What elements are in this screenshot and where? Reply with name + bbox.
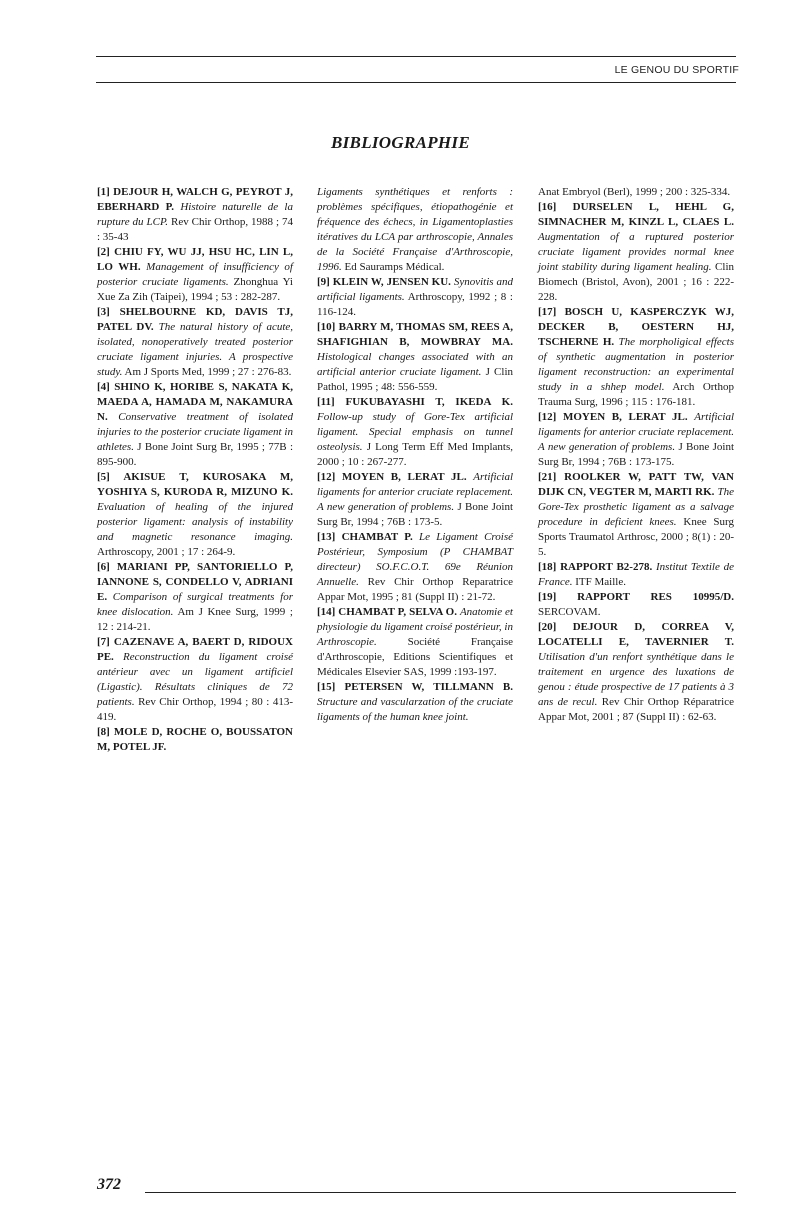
reference-item: [19] RAPPORT RES 10995/D. SERCOVAM. <box>538 591 734 618</box>
reference-item-authors: [8] MOLE D, ROCHE O, BOUSSATON M, POTEL JF. <box>97 726 293 753</box>
reference-item: [2] CHIU FY, WU JJ, HSU HC, LIN L, LO WH. Management of insufficiency of posterior cruciate ligaments. Zhonghua Yi Xue Za Zih (Taipei), 1994 ; 53 : 282-287. <box>97 246 293 303</box>
reference-item: [21] ROOLKER W, PATT TW, VAN DIJK CN, VEGTER M, MARTI RK. The Gore-Tex prosthetic ligament as a salvage procedure in deficient knees. Knee Surg Sports Traumatol Arthrosc, 2000 ; 8(1) : 20-5. <box>538 471 735 558</box>
reference-item: [13] CHAMBAT P. Le Ligament Croisé Postérieur, Symposium (P CHAMBAT directeur) SO.F.C.O.T. 69e Réunion Annuelle. Rev Chir Orthop Reparatrice Appar Mot, 1995 ; 81 (Suppl II) : 21-72. <box>317 531 513 603</box>
reference-column-2 <box>317 185 513 725</box>
reference-item: [18] RAPPORT B2-278. Institut Textile de France. ITF Maille. <box>538 561 735 588</box>
header-rule-lower <box>96 82 736 83</box>
reference-item: [17] BOSCH U, KASPERCZYK WJ, DECKER B, OESTERN HJ, TSCHERNE H. The morpholigical effects of synthetic augmentation in posterior ligament reconstruction: an experimental study in a shhep model. Arch Orthop Trauma Surg, 1996 ; 115 : 176-181. <box>538 306 734 408</box>
reference-item: [3] SHELBOURNE KD, DAVIS TJ, PATEL DV. The natural history of acute, isolated, nonoperatively treated posterior cruciate ligament injuries. A prospective study. Am J Sports Med, 1999 ; 27 : 276-83. <box>97 306 294 378</box>
running-title: LE GENOU DU SPORTIF <box>614 64 739 76</box>
reference-item: [4] SHINO K, HORIBE S, NAKATA K, MAEDA A, HAMADA M, NAKAMURA N. Conservative treatment of isolated injuries to the posterior cruciate ligament in athletes. J Bone Joint Surg Br, 1995 ; 77B : 895-900. <box>97 381 294 468</box>
reference-item: [20] DEJOUR D, CORREA V, LOCATELLI E, TAVERNIER T. Utilisation d'un renfort synthétique dans le traitement en urgence des luxations de genou : étude prospective de 17 patients à 3 ans de recul. Rev Chir Orthop Réparatrice Appar Mot, 2001 ; 87 (Suppl II) : 62-63. <box>538 621 734 723</box>
reference-column-1 <box>97 185 293 755</box>
reference-item-continued: Ligaments synthétiques et renforts : problèmes spécifiques, étiopathogénie et fréquence des échecs, in Ligamentoplasties itératives du LCA par arthroscopie, Annales de la Société Française d'Arthroscopie, 1996. Ed Sauramps Médical. <box>317 186 513 273</box>
reference-item: [7] CAZENAVE A, BAERT D, RIDOUX PE. Reconstruction du ligament croisé antérieur avec un ligament artificiel (Ligastic). Résultats cliniques de 72 patients. Rev Chir Orthop, 1994 ; 80 : 413-419. <box>97 636 294 723</box>
reference-item: [12] MOYEN B, LERAT JL. Artificial ligaments for anterior cruciate replacement. A new generation of problems. J Bone Joint Surg Br, 1994 ; 76B : 173-5. <box>317 471 514 528</box>
reference-item: [5] AKISUE T, KUROSAKA M, YOSHIYA S, KURODA R, MIZUNO K. Evaluation of healing of the injured posterior ligament: analysis of instability and magnetic resonance imaging. Arthroscopy, 2001 ; 17 : 264-9. <box>97 471 293 558</box>
page-number: 372 <box>97 1176 121 1193</box>
footer-rule <box>145 1192 736 1193</box>
reference-item: [9] KLEIN W, JENSEN KU. Synovitis and artificial ligaments. Arthroscopy, 1992 ; 8 : 116-124. <box>317 276 513 318</box>
reference-item: [15] PETERSEN W, TILLMANN B. Structure and vascularzation of the cruciate ligaments of the human knee joint. <box>317 681 513 723</box>
reference-item: [6] MARIANI PP, SANTORIELLO P, IANNONE S, CONDELLO V, ADRIANI E. Comparison of surgical treatments for knee dislocation. Am J Knee Surg, 1999 ; 12 : 214-21. <box>97 561 293 633</box>
section-title: BIBLIOGRAPHIE <box>331 133 470 152</box>
header-rule <box>96 56 736 57</box>
reference-column-3 <box>538 185 734 725</box>
reference-item: [1] DEJOUR H, WALCH G, PEYROT J, EBERHARD P. Histoire naturelle de la rupture du LCP. Rev Chir Orthop, 1988 ; 74 : 35-43 <box>97 186 294 243</box>
reference-item: [11] FUKUBAYASHI T, IKEDA K. Follow-up study of Gore-Tex artificial ligament. Special emphasis on tunnel osteolysis. J Long Term Eff Med Implants, 2000 ; 10 : 267-277. <box>317 396 514 468</box>
reference-item: [16] DURSELEN L, HEHL G, SIMNACHER M, KINZL L, CLAES L. Augmentation of a ruptured posterior cruciate ligament provides normal knee joint stability during ligament healing. Clin Biomech (Bristol, Avon), 2001 ; 16 : 222-228. <box>538 201 734 303</box>
reference-item: [12] MOYEN B, LERAT JL. Artificial ligaments for anterior cruciate replacement. A new generation of problems. J Bone Joint Surg Br, 1994 ; 76B : 173-175. <box>538 411 735 468</box>
reference-item-continued: Anat Embryol (Berl), 1999 ; 200 : 325-334. <box>538 186 731 198</box>
reference-item: [10] BARRY M, THOMAS SM, REES A, SHAFIGHIAN B, MOWBRAY MA. Histological changes associated with an artificial anterior cruciate ligament. J Clin Pathol, 1995 ; 48: 556-559. <box>317 321 514 393</box>
reference-item: [14] CHAMBAT P, SELVA O. Anatomie et physiologie du ligament croisé postérieur, in Arthroscopie. Société Française d'Arthroscopie, Editions Scientifiques et Médicales Elsevier SAS, 1999 :193-197. <box>317 606 513 678</box>
